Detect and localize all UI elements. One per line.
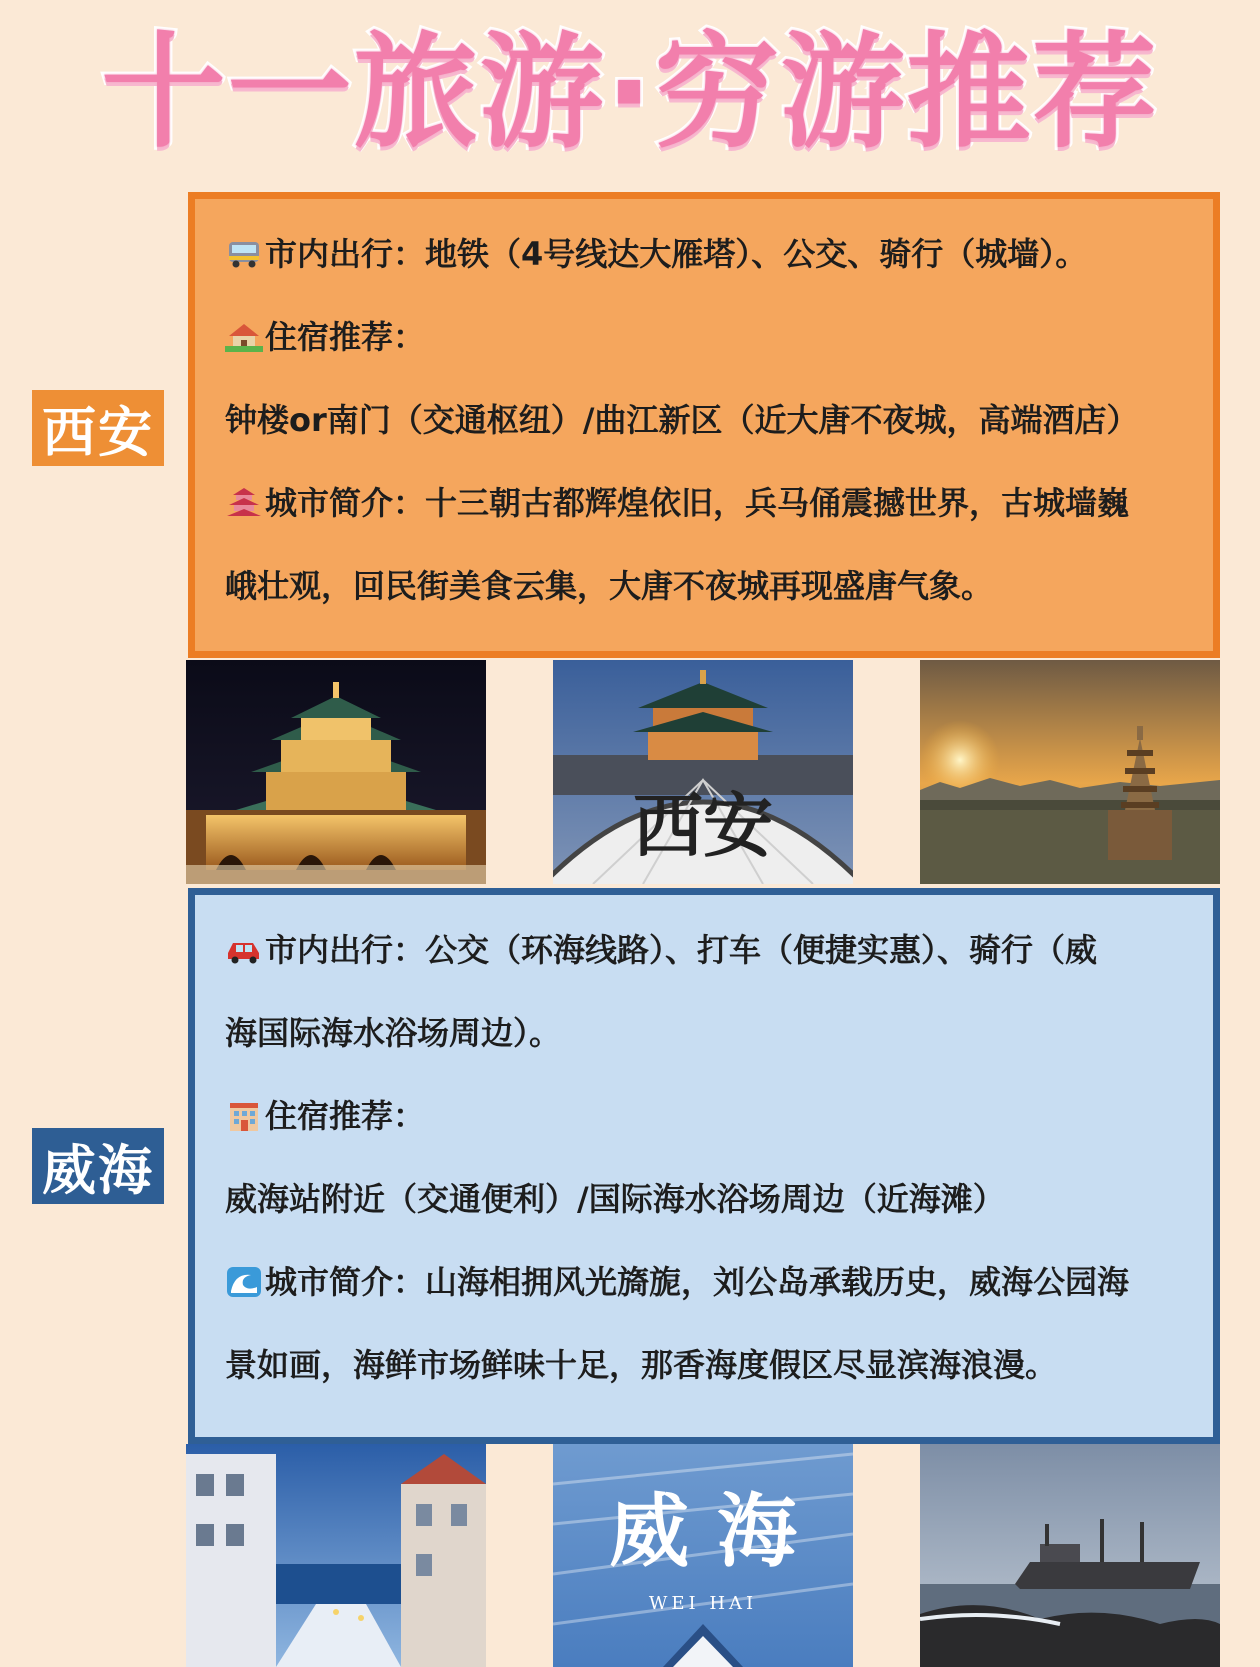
weihai-intro-cont: 景如画，海鲜市场鲜味十足，那香海度假区尽显滨海浪漫。 — [225, 1346, 1058, 1384]
pagoda-icon — [225, 486, 263, 520]
weihai-intro-line — [225, 1241, 1193, 1324]
xian-stay-label: 住宿推荐： — [265, 318, 426, 356]
weihai-transport-text: 市内出行：公交（环海线路）、打车（便捷实惠）、骑行（威 — [265, 931, 1098, 969]
house-icon — [225, 320, 263, 354]
bus-icon — [225, 237, 263, 271]
xian-transport-text: 市内出行：地铁（4号线达大雁塔）、公交、骑行（城墙）。 — [265, 235, 1088, 273]
calligraphy-fan-tower-photo — [553, 660, 853, 884]
city-tag-weihai: 威海 — [32, 1128, 164, 1204]
xian-intro-cont: 峨壮观，回民街美食云集，大唐不夜城再现盛唐气象。 — [225, 567, 994, 605]
wave-icon — [225, 1265, 263, 1299]
xian-stay-heading — [225, 296, 1193, 379]
weihai-transport-line — [225, 909, 1193, 992]
info-box-weihai — [188, 888, 1220, 1444]
weihai-intro-text: 城市简介：山海相拥风光旖旎，刘公岛承载历史，威海公园海 — [265, 1263, 1130, 1301]
snowy-street-sea-photo — [186, 1444, 486, 1667]
xian-intro-line — [225, 462, 1193, 545]
weihai-stay-label: 住宿推荐： — [265, 1097, 426, 1135]
bell-tower-night-photo — [186, 660, 486, 884]
xian-stay-detail: 钟楼or南门（交通枢纽）/曲江新区（近大唐不夜城，高端酒店） — [225, 401, 1139, 439]
photo-overlay-weihai-sub: WEI HAI — [648, 1593, 758, 1614]
big-wild-goose-pagoda-sunset-photo — [920, 660, 1220, 884]
hotel-icon — [225, 1099, 263, 1133]
xian-transport-line — [225, 213, 1193, 296]
photo-overlay-weihai: 威 海 — [609, 1484, 797, 1578]
photo-overlay-xian: 西安 — [633, 784, 773, 867]
city-tag-xian: 西安 — [32, 390, 164, 466]
car-icon — [225, 933, 263, 967]
page-title: 十一旅游·穷游推荐 — [101, 21, 1159, 165]
weihai-stay-detail: 威海站附近（交通便利）/国际海水浴场周边（近海滩） — [225, 1180, 1005, 1218]
snow-calligraphy-photo — [553, 1444, 853, 1667]
xian-intro-text: 城市简介：十三朝古都辉煌依旧，兵马俑震撼世界，古城墙巍 — [265, 484, 1130, 522]
info-box-xian — [188, 192, 1220, 658]
weihai-stay-heading — [225, 1075, 1193, 1158]
weihai-transport-cont: 海国际海水浴场周边）。 — [225, 1014, 562, 1052]
shipwreck-snow-photo — [920, 1444, 1220, 1667]
